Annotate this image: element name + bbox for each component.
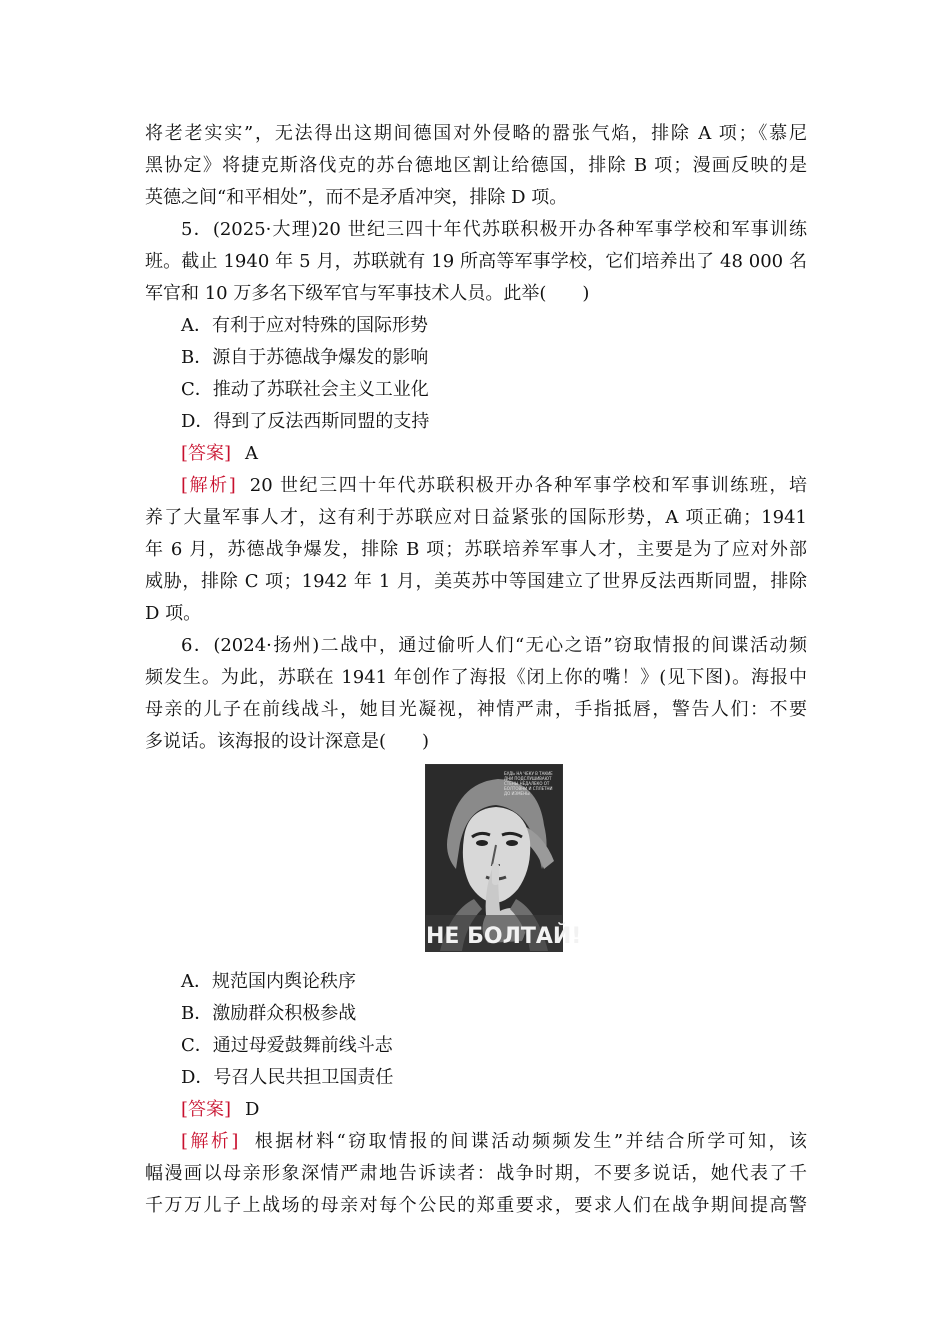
question-5-analysis-line: D 项。 xyxy=(145,603,202,624)
document-page xyxy=(145,118,807,1222)
question-6-analysis-line: 幅漫画以母亲形象深情严肃地告诉读者：战争时期，不要多说话，她代表了千 xyxy=(145,1163,807,1184)
question-5 xyxy=(145,214,807,630)
question-5-option-c: C．推动了苏联社会主义工业化 xyxy=(181,379,429,400)
question-5-option-b: B．源自于苏德战争爆发的影响 xyxy=(181,347,429,368)
intro-paragraph xyxy=(145,118,807,214)
analysis-tag: [解析] xyxy=(181,1131,239,1152)
question-6-option-a: A．规范国内舆论秩序 xyxy=(181,971,356,992)
question-6-option-c: C．通过母爱鼓舞前线斗志 xyxy=(181,1035,393,1056)
intro-line: 英德之间“和平相处”，而不是矛盾冲突，排除 D 项。 xyxy=(145,187,568,208)
answer-value: A xyxy=(245,443,259,464)
intro-line: 将老老实实”，无法得出这期间德国对外侵略的嚣张气焰，排除 A 项；《慕尼 xyxy=(145,123,807,144)
answer-tag: [答案] xyxy=(181,443,232,464)
poster-figure xyxy=(145,764,807,960)
question-5-analysis-line xyxy=(145,470,807,502)
question-6-stem-line: 频发生。为此，苏联在 1941 年创作了海报《闭上你的嘴！》(见下图)。海报中 xyxy=(145,667,807,688)
question-5-analysis-line: 年 6 月，苏德战争爆发，排除 B 项；苏联培养军事人才，主要是为了应对外部 xyxy=(145,539,807,560)
question-5-analysis-line: 养了大量军事人才，这有利于苏联应对日益紧张的国际形势，A 项正确；1941 xyxy=(145,507,807,528)
question-6-stem-line: 多说话。该海报的设计深意是( ) xyxy=(145,731,430,752)
question-6-answer xyxy=(145,1094,807,1126)
answer-tag: [答案] xyxy=(181,1099,232,1120)
analysis-text: 20 世纪三四十年代苏联积极开办各种军事学校和军事训练班，培 xyxy=(249,475,807,496)
question-5-stem-line: 班。截止 1940 年 5 月，苏联就有 19 所高等军事学校，它们培养出了 48 000 名 xyxy=(145,251,807,272)
poster-caption: НЕ БОЛТАЙ! xyxy=(426,924,582,949)
question-6-stem-line: 6．(2024·扬州)二战中，通过偷听人们“无心之语”窃取情报的间谍活动频 xyxy=(181,635,807,656)
analysis-text: 根据材料“窃取情报的间谍活动频频发生”并结合所学可知，该 xyxy=(252,1131,807,1152)
question-6-option-b: B．激励群众积极参战 xyxy=(181,1003,357,1024)
question-6-option-d: D．号召人民共担卫国责任 xyxy=(181,1067,394,1088)
question-5-answer xyxy=(145,438,807,470)
question-5-analysis-line: 威胁，排除 C 项；1942 年 1 月，美英苏中等国建立了世界反法西斯同盟，排除 xyxy=(145,571,807,592)
intro-line: 黑协定》将捷克斯洛伐克的苏台德地区割让给德国，排除 B 项；漫画反映的是 xyxy=(145,155,807,176)
question-6-analysis-line: 千万万儿子上战场的母亲对每个公民的郑重要求，要求人们在战争期间提高警 xyxy=(145,1195,807,1216)
answer-value: D xyxy=(245,1099,260,1120)
question-5-option-d: D．得到了反法西斯同盟的支持 xyxy=(181,411,430,432)
question-5-option-a: A．有利于应对特殊的国际形势 xyxy=(181,315,428,336)
question-6 xyxy=(145,630,807,1222)
poster-small-text: БУДЬ НА ЧЕКУ В ТАКИЕ ДНИ ПОДСЛУШИВАЮТ СТЕНЫ НЕДАЛЕКО ОТ БОЛТОВНИ И СПЛЕТНИ ДО ИЗМЕНЫ xyxy=(504,771,553,796)
analysis-tag: [解析] xyxy=(181,475,236,496)
question-5-stem-line: 5．(2025·大理)20 世纪三四十年代苏联积极开办各种军事学校和军事训练 xyxy=(181,219,807,240)
poster-image xyxy=(425,764,582,952)
question-5-stem-line: 军官和 10 万多名下级军官与军事技术人员。此举( ) xyxy=(145,283,590,304)
question-6-analysis-line xyxy=(145,1126,807,1158)
question-6-stem-line: 母亲的儿子在前线战斗，她目光凝视，神情严肃，手指抵唇，警告人们：不要 xyxy=(145,699,807,720)
